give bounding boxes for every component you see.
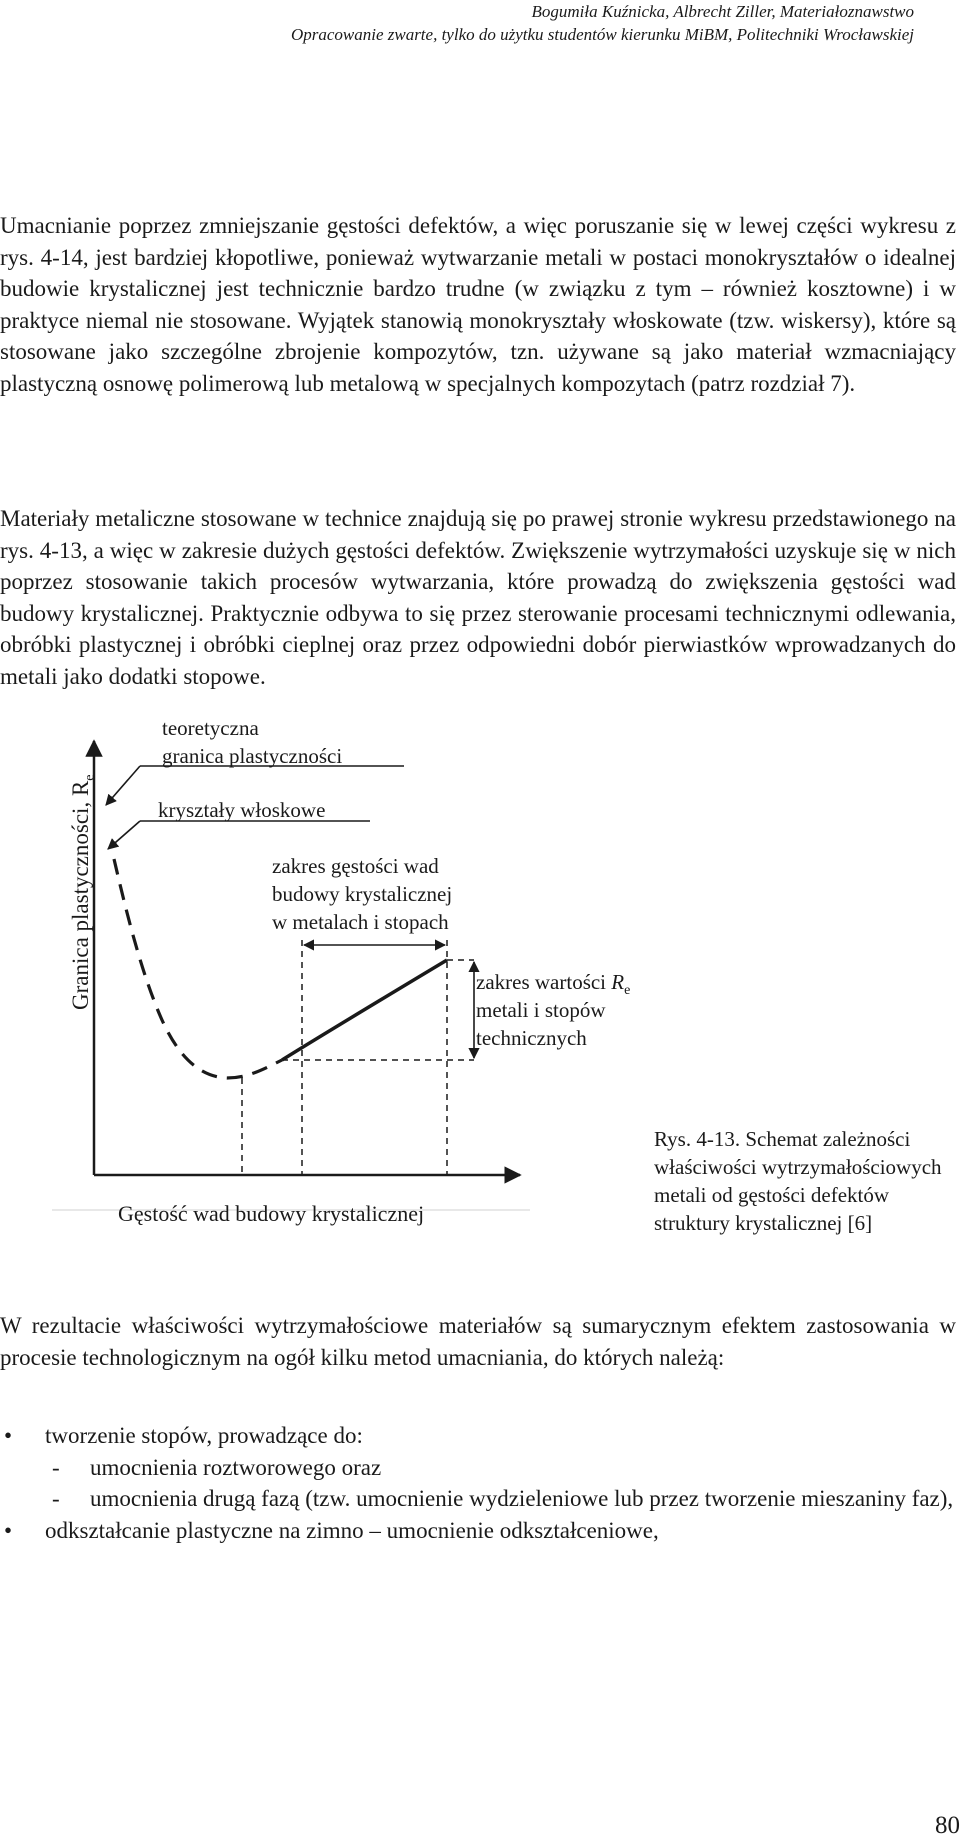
label-re-2: metali i stopów [476,998,606,1022]
bullet: • [4,1423,13,1448]
strength-defect-diagram [52,715,530,1215]
header-notice: Opracowanie zwarte, tylko do użytku studentów kierunku MiBM, Politechniki Wrocławskiej [290,25,914,44]
paragraph-technical-metals: Materiały metaliczne stosowane w technice znajdują się po prawej stronie wykresu przedstawionego na rys. 4-13, a więc w zakresie dużych gęstości defektów. Zwiększenie wytrzymałości uzyskuje się w nich poprzez stosowanie takich procesów wytwarzania, które prowadzą do zwiększenia gęstości wad budowy krystalicznej. Praktycznie odbywa to się przez sterowanie procesami technicznymi odlewania, obróbki plastycznej i obróbki cieplnej oraz przez odpowiedni dobór pierwiastków wprowadzanych do metali jako dodatki stopowe. [0,506,956,689]
bullet: • [4,1517,13,1543]
y-axis-label: Granica plastyczności, $R_e$ [68,774,98,1010]
sub-list-item [0,1483,956,1515]
list-item [0,1420,956,1452]
label-theoretical-2: granica plastyczności [162,744,343,768]
paragraph-single-crystals: Umacnianie poprzez zmniejszanie gęstości defektów, a więc poruszanie się w lewej części wykresu z rys. 4-14, jest bardziej kłopotliwe, ponieważ wytwarzanie metali w postaci monokryształów o idealnej budowie krystalicznej jest technicznie bardzo trudne (w związku z tym – również kosztowne) i w praktyce niemal nie stosowane. Wyjątek stanowią monokryształy włoskowate (tzw. wiskersy), które są stosowane jako szczególne zbrojenie kompozytów, tzn. używane są jako materiał wzmacniający plastyczną osnowę polimerową lub metalową w specjalnych kompozytach (patrz rozdział 7). [0,213,956,396]
technical-curve [282,960,447,1060]
running-header [291,0,914,46]
whiskers-leader [108,821,140,849]
strengthening-methods-list [0,1420,956,1546]
paragraph-summary: W rezultacie właściwości wytrzymałościowe materiałów są sumarycznym efektem zastosowania w procesie technologicznym na ogół kilku metod umacniania, do których należą: [0,1313,956,1370]
sub-list-item-text: umocnienia roztworowego oraz [90,1454,382,1480]
dash: - [52,1454,60,1480]
dash: - [52,1486,60,1511]
theoretical-limit-leader [106,766,140,805]
list-item-text: odkształcanie plastyczne na zimno – umocnienie odkształceniowe, [45,1517,659,1543]
label-range-2: budowy krystalicznej [272,882,453,906]
page-number: 80 [935,1812,960,1839]
figure-caption: Rys. 4-13. Schemat zależności właściwości wytrzymałościowych metali od gęstości defektów struktury krystalicznej [6] [654,1127,942,1235]
label-re-1: zakres wartości $R_e$ [476,970,631,999]
sub-list-item [0,1452,956,1484]
list-item-text: tworzenie stopów, prowadzące do: [45,1423,363,1448]
sub-list-item-text: umocnienia drugą fazą (tzw. umocnienie wydzieleniowe lub przez tworzenie mieszaniny faz), [90,1486,954,1511]
label-re-3: technicznych [476,1026,587,1050]
header-authors: Bogumiła Kuźnicka, Albrecht Ziller, Materiałoznawstwo [531,2,914,21]
list-item [0,1515,956,1547]
label-theoretical-1: teoretyczna [162,716,259,740]
label-whiskers: kryształy włoskowe [158,798,326,822]
x-axis-label: Gęstość wad budowy krystalicznej [118,1201,425,1226]
label-range-3: w metalach i stopach [272,910,449,934]
label-range-1: zakres gęstości wad [272,854,439,878]
theoretical-curve [114,859,282,1078]
